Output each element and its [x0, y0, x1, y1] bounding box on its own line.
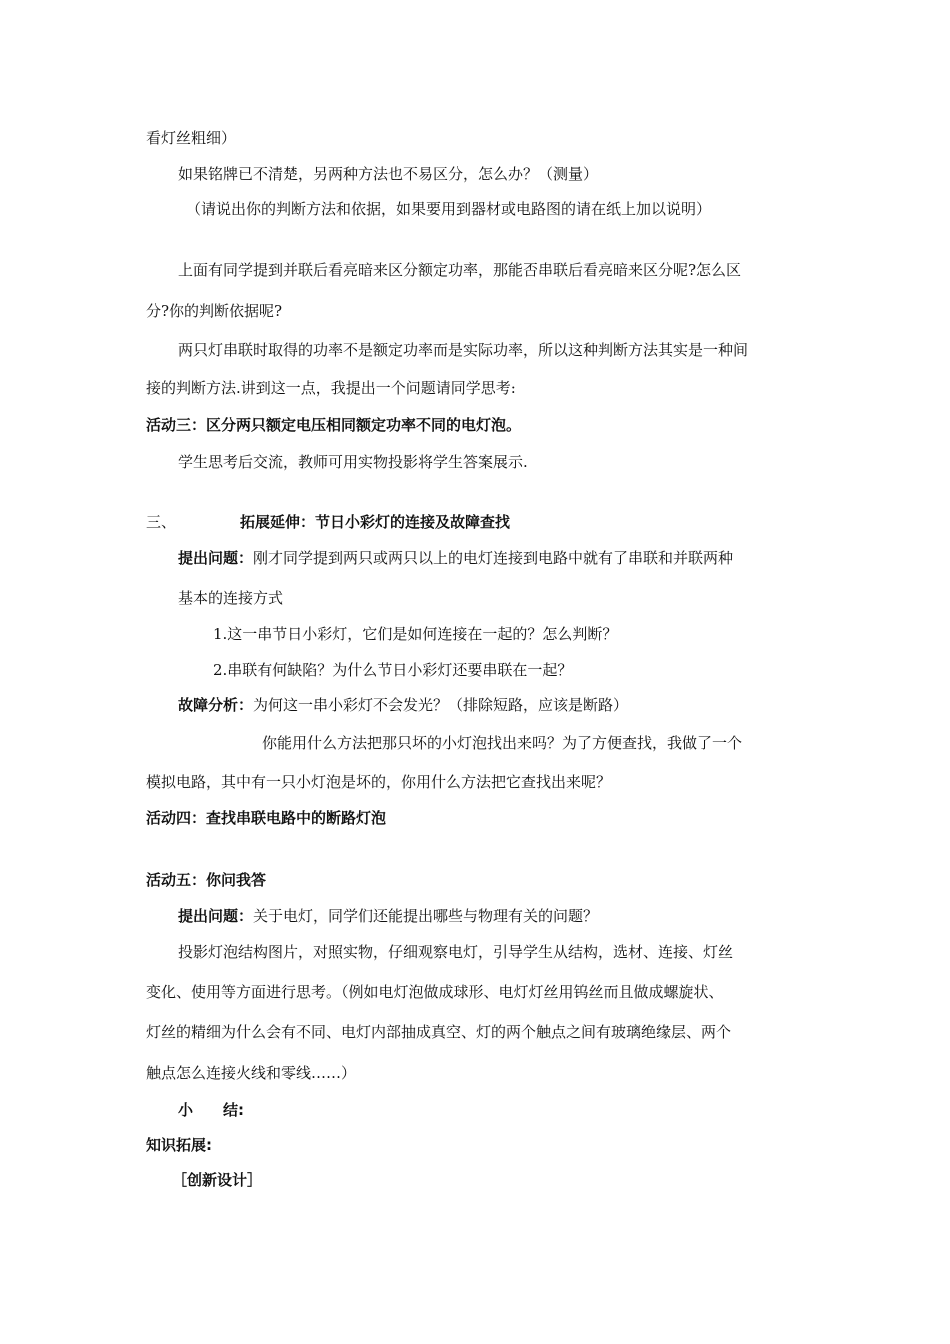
activity-heading: 活动四：查找串联电路中的断路灯泡 [146, 809, 387, 827]
text-line: 基本的连接方式 [178, 589, 284, 607]
activity-heading: 活动五：你问我答 [146, 871, 267, 889]
summary-heading: 小 结: [178, 1101, 244, 1119]
text-line: 学生思考后交流，教师可用实物投影将学生答案展示. [178, 453, 528, 471]
innovation-heading: ［创新设计］ [172, 1171, 263, 1189]
text-line: 模拟电路，其中有一只小灯泡是坏的，你用什么方法把它查找出来呢？ [146, 773, 612, 791]
text-span: 为何这一串小彩灯不会发光？（排除短路，应该是断路） [253, 696, 629, 714]
list-item: 1.这一串节日小彩灯，它们是如何连接在一起的？怎么判断？ [213, 625, 618, 643]
section-heading: 拓展延伸：节日小彩灯的连接及故障查找 [240, 513, 511, 531]
text-line: 两只灯串联时取得的功率不是额定功率而是实际功率，所以这种判断方法其实是一种间 [178, 341, 749, 359]
text-span: 刚才同学提到两只或两只以上的电灯连接到电路中就有了串联和并联两种 [253, 549, 734, 567]
list-item: 2.串联有何缺陷？为什么节日小彩灯还要串联在一起？ [213, 661, 573, 679]
label-bold: 故障分析： [178, 696, 254, 714]
text-line: （请说出你的判断方法和依据，如果要用到器材或电路图的请在纸上加以说明） [186, 200, 712, 218]
text-line: 你能用什么方法把那只坏的小灯泡找出来吗？为了方便查找，我做了一个 [262, 734, 743, 752]
label-bold: 提出问题： [178, 907, 254, 925]
text-line: 上面有同学提到并联后看亮暗来区分额定功率，那能否串联后看亮暗来区分呢?怎么区 [178, 261, 742, 279]
activity-heading: 活动三：区分两只额定电压相同额定功率不同的电灯泡。 [146, 416, 522, 434]
text-line [178, 695, 628, 715]
label-bold: 提出问题： [178, 549, 254, 567]
text-line: 如果铭牌已不清楚，另两种方法也不易区分，怎么办？（测量） [178, 165, 599, 183]
text-span: 关于电灯，同学们还能提出哪些与物理有关的问题？ [253, 907, 599, 925]
knowledge-heading: 知识拓展: [146, 1136, 212, 1154]
text-line [178, 906, 598, 926]
text-line: 接的判断方法.讲到这一点，我提出一个问题请同学思考: [146, 379, 516, 397]
text-line: 变化、使用等方面进行思考。（例如电灯泡做成球形、电灯灯丝用钨丝而且做成螺旋状、 [146, 983, 724, 1001]
text-line: 分?你的判断依据呢? [146, 302, 283, 320]
text-line: 灯丝的精细为什么会有不同、电灯内部抽成真空、灯的两个触点之间有玻璃绝缘层、两个 [146, 1023, 732, 1041]
text-line [178, 548, 733, 568]
section-number: 三、 [146, 513, 177, 531]
text-line: 看灯丝粗细） [146, 129, 237, 147]
text-line: 触点怎么连接火线和零线……） [146, 1064, 357, 1082]
text-line: 投影灯泡结构图片，对照实物，仔细观察电灯，引导学生从结构，选材、连接、灯丝 [178, 943, 734, 961]
